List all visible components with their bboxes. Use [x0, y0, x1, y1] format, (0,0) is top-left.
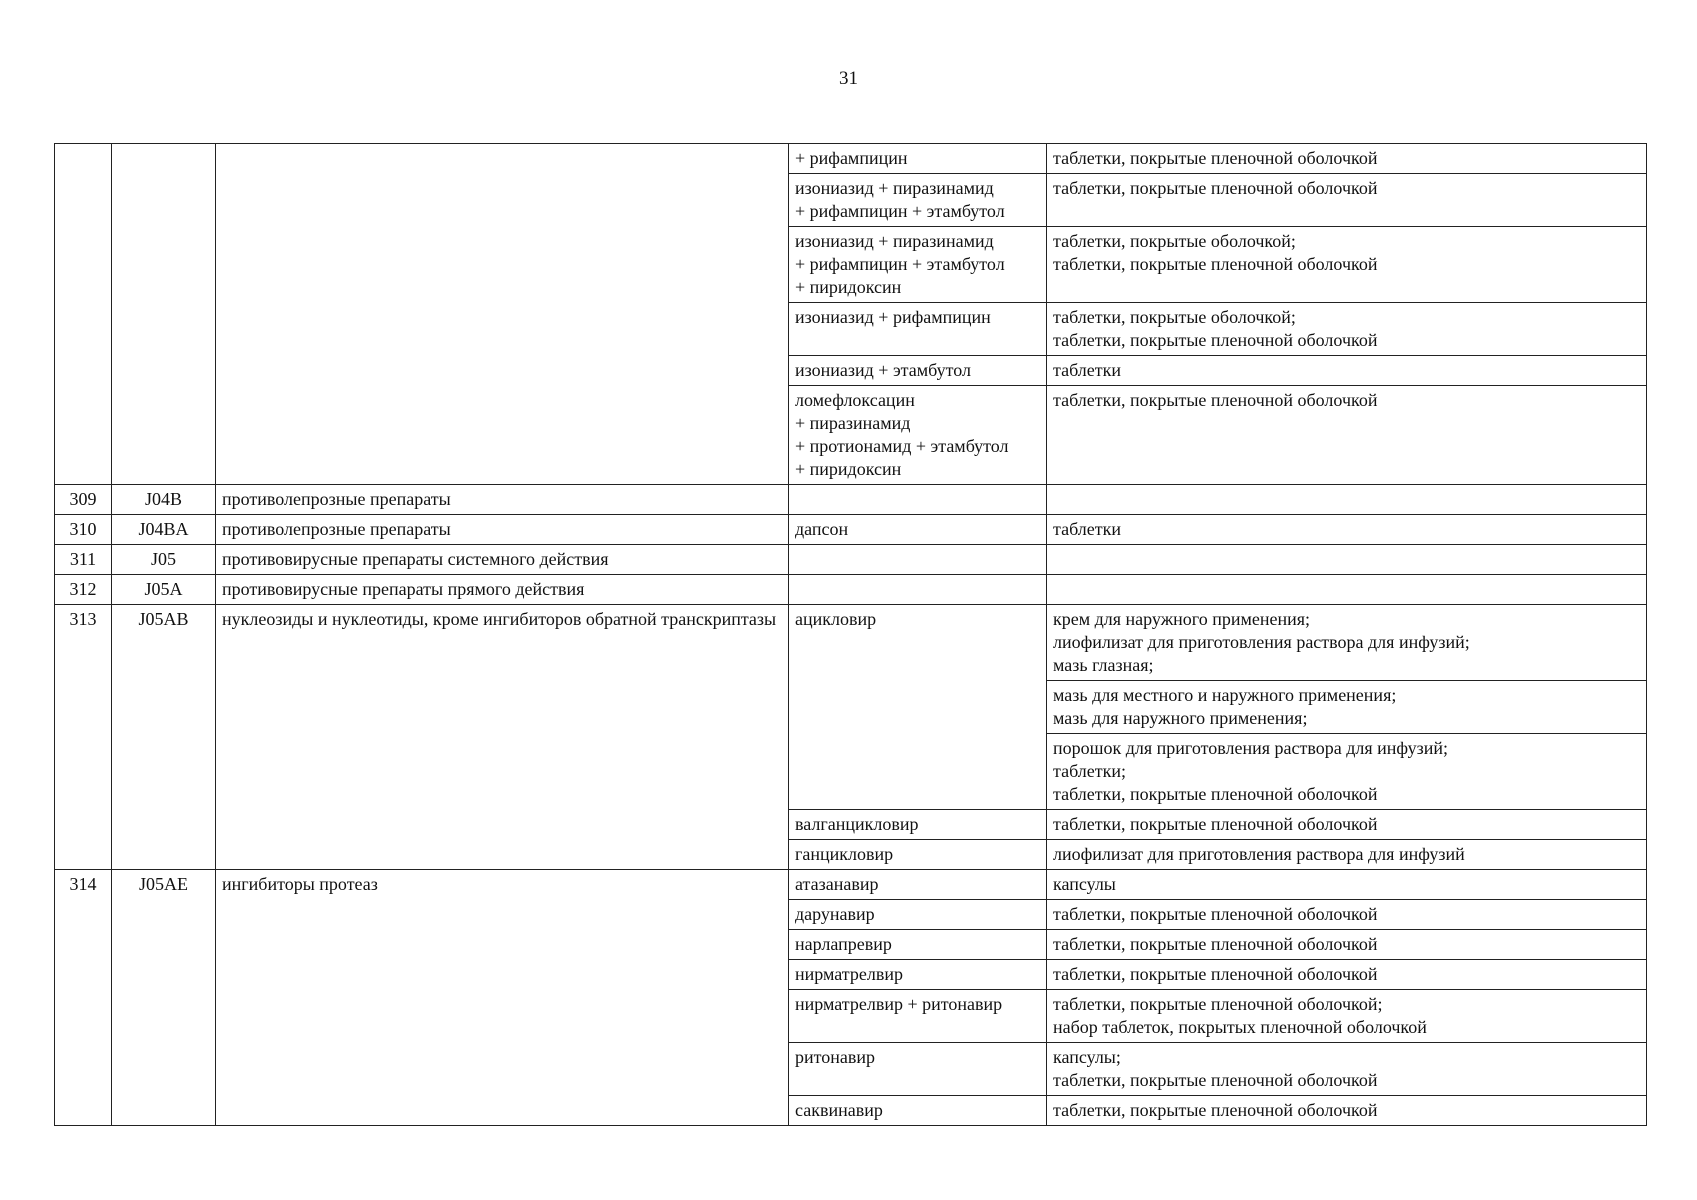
table-row: [55, 485, 1647, 515]
drug-name-line: дапсон: [795, 519, 849, 539]
dosage-form-line: порошок для приготовления раствора для инфузий;: [1053, 738, 1449, 758]
dosage-form-line: таблетки, покрытые пленочной оболочкой: [1053, 814, 1378, 834]
atc-code-cell: J05A: [112, 575, 216, 605]
drug-name-cell: [789, 515, 1047, 545]
drug-list-table: [54, 143, 1647, 1126]
page-number: 31: [839, 68, 858, 89]
dosage-form-cell: [1047, 356, 1647, 386]
dosage-form-line: крем для наружного применения;: [1053, 609, 1311, 629]
dosage-form-cell: [1047, 485, 1647, 515]
drug-name-cell: [789, 386, 1047, 485]
dosage-form-cell: [1047, 227, 1647, 303]
dosage-form-line: таблетки, покрытые оболочкой;: [1053, 307, 1296, 327]
dosage-form-cell: [1047, 575, 1647, 605]
drug-name-cell: [789, 174, 1047, 227]
dosage-form-cell: [1047, 960, 1647, 990]
drug-name-cell: [789, 960, 1047, 990]
dosage-form-cell: [1047, 386, 1647, 485]
group-name-cell: ингибиторы протеаз: [216, 870, 789, 1126]
dosage-form-line: таблетки, покрытые пленочной оболочкой: [1053, 148, 1378, 168]
drug-name-line: изониазид + этамбутол: [795, 360, 971, 380]
dosage-form-line: таблетки: [1053, 360, 1122, 380]
drug-name-cell: [789, 227, 1047, 303]
table-row: [55, 545, 1647, 575]
row-number-cell: 313: [55, 605, 112, 870]
dosage-form-cell: [1047, 930, 1647, 960]
drug-name-line: + пиразинамид: [795, 413, 911, 433]
drug-name-line: нирматрелвир: [795, 964, 903, 984]
row-number-cell: 314: [55, 870, 112, 1126]
group-name-cell: нуклеозиды и нуклеотиды, кроме ингибиторов обратной транскриптазы: [216, 605, 789, 870]
dosage-form-line: мазь глазная;: [1053, 655, 1154, 675]
drug-name-line: атазанавир: [795, 874, 879, 894]
drug-name-cell: [789, 303, 1047, 356]
atc-code-cell: [112, 144, 216, 485]
dosage-form-line: таблетки, покрытые пленочной оболочкой: [1053, 178, 1378, 198]
drug-name-cell: [789, 485, 1047, 515]
dosage-form-line: лиофилизат для приготовления раствора для инфузий: [1053, 844, 1465, 864]
drug-name-line: + рифампицин: [795, 148, 908, 168]
drug-name-cell: [789, 545, 1047, 575]
dosage-form-cell: [1047, 1096, 1647, 1126]
drug-name-line: валганцикловир: [795, 814, 919, 834]
drug-name-cell: [789, 870, 1047, 900]
dosage-form-line: [1053, 548, 1640, 571]
drug-name-cell: [789, 900, 1047, 930]
dosage-form-line: таблетки, покрытые пленочной оболочкой: [1053, 964, 1378, 984]
drug-name-line: изониазид + пиразинамид: [795, 178, 994, 198]
drug-name-line: саквинавир: [795, 1100, 883, 1120]
dosage-form-line: таблетки, покрытые пленочной оболочкой: [1053, 390, 1378, 410]
drug-name-line: [795, 578, 1040, 601]
dosage-form-line: таблетки;: [1053, 761, 1127, 781]
row-number-cell: 310: [55, 515, 112, 545]
group-name-cell: противолепрозные препараты: [216, 485, 789, 515]
dosage-form-line: [1053, 488, 1640, 511]
dosage-form-line: капсулы;: [1053, 1047, 1121, 1067]
dosage-form-cell: [1047, 545, 1647, 575]
drug-name-cell: [789, 840, 1047, 870]
dosage-form-line: таблетки, покрытые пленочной оболочкой;: [1053, 994, 1383, 1014]
dosage-form-cell: [1047, 515, 1647, 545]
atc-code-cell: J04B: [112, 485, 216, 515]
dosage-form-line: таблетки, покрытые пленочной оболочкой: [1053, 330, 1378, 350]
drug-name-line: ганцикловир: [795, 844, 894, 864]
dosage-form-line: таблетки, покрытые оболочкой;: [1053, 231, 1296, 251]
table-row: [55, 605, 1647, 681]
drug-name-line: + рифампицин + этамбутол: [795, 201, 1005, 221]
dosage-form-line: таблетки, покрытые пленочной оболочкой: [1053, 254, 1378, 274]
drug-name-line: [795, 488, 1040, 511]
drug-name-line: + рифампицин + этамбутол: [795, 254, 1005, 274]
dosage-form-line: таблетки, покрытые пленочной оболочкой: [1053, 1070, 1378, 1090]
drug-name-cell: [789, 356, 1047, 386]
drug-name-line: изониазид + рифампицин: [795, 307, 991, 327]
dosage-form-cell: [1047, 605, 1647, 681]
group-name-cell: противолепрозные препараты: [216, 515, 789, 545]
row-number-cell: 309: [55, 485, 112, 515]
drug-name-cell: [789, 144, 1047, 174]
drug-name-line: изониазид + пиразинамид: [795, 231, 994, 251]
drug-name-line: + пиридоксин: [795, 459, 902, 479]
drug-name-cell: [789, 990, 1047, 1043]
dosage-form-line: лиофилизат для приготовления раствора для инфузий;: [1053, 632, 1470, 652]
row-number-cell: 311: [55, 545, 112, 575]
dosage-form-line: таблетки, покрытые пленочной оболочкой: [1053, 784, 1378, 804]
dosage-form-line: набор таблеток, покрытых пленочной оболочкой: [1053, 1017, 1427, 1037]
group-name-cell: [216, 144, 789, 485]
dosage-form-cell: [1047, 174, 1647, 227]
row-number-cell: 312: [55, 575, 112, 605]
dosage-form-line: таблетки, покрытые пленочной оболочкой: [1053, 1100, 1378, 1120]
dosage-form-cell: [1047, 840, 1647, 870]
group-name-cell: противовирусные препараты прямого действия: [216, 575, 789, 605]
drug-name-cell: [789, 1043, 1047, 1096]
dosage-form-cell: [1047, 990, 1647, 1043]
drug-name-cell: [789, 1096, 1047, 1126]
dosage-form-cell: [1047, 810, 1647, 840]
dosage-form-line: мазь для наружного применения;: [1053, 708, 1308, 728]
atc-code-cell: J05AB: [112, 605, 216, 870]
drug-name-line: + протионамид + этамбутол: [795, 436, 1009, 456]
drug-name-line: ритонавир: [795, 1047, 876, 1067]
atc-code-cell: J05AE: [112, 870, 216, 1126]
dosage-form-cell: [1047, 870, 1647, 900]
atc-code-cell: J05: [112, 545, 216, 575]
dosage-form-cell: [1047, 303, 1647, 356]
dosage-form-line: таблетки: [1053, 519, 1122, 539]
drug-name-line: дарунавир: [795, 904, 875, 924]
drug-name-line: + пиридоксин: [795, 277, 902, 297]
drug-name-cell: [789, 605, 1047, 810]
drug-name-line: ломефлоксацин: [795, 390, 915, 410]
drug-name-line: [795, 548, 1040, 571]
drug-name-cell: [789, 575, 1047, 605]
dosage-form-line: капсулы: [1053, 874, 1116, 894]
dosage-form-line: таблетки, покрытые пленочной оболочкой: [1053, 904, 1378, 924]
drug-name-cell: [789, 810, 1047, 840]
dosage-form-cell: [1047, 734, 1647, 810]
table-row: [55, 144, 1647, 174]
dosage-form-line: таблетки, покрытые пленочной оболочкой: [1053, 934, 1378, 954]
drug-name-cell: [789, 930, 1047, 960]
row-number-cell: [55, 144, 112, 485]
table-row: [55, 575, 1647, 605]
dosage-form-cell: [1047, 681, 1647, 734]
dosage-form-cell: [1047, 144, 1647, 174]
table-row: [55, 870, 1647, 900]
drug-name-line: ацикловир: [795, 609, 877, 629]
dosage-form-line: мазь для местного и наружного применения;: [1053, 685, 1397, 705]
atc-code-cell: J04BA: [112, 515, 216, 545]
drug-name-line: нарлапревир: [795, 934, 892, 954]
dosage-form-cell: [1047, 900, 1647, 930]
group-name-cell: противовирусные препараты системного действия: [216, 545, 789, 575]
table-body: [55, 144, 1647, 1126]
dosage-form-line: [1053, 578, 1640, 601]
drug-name-line: нирматрелвир + ритонавир: [795, 994, 1003, 1014]
dosage-form-cell: [1047, 1043, 1647, 1096]
table-row: [55, 515, 1647, 545]
